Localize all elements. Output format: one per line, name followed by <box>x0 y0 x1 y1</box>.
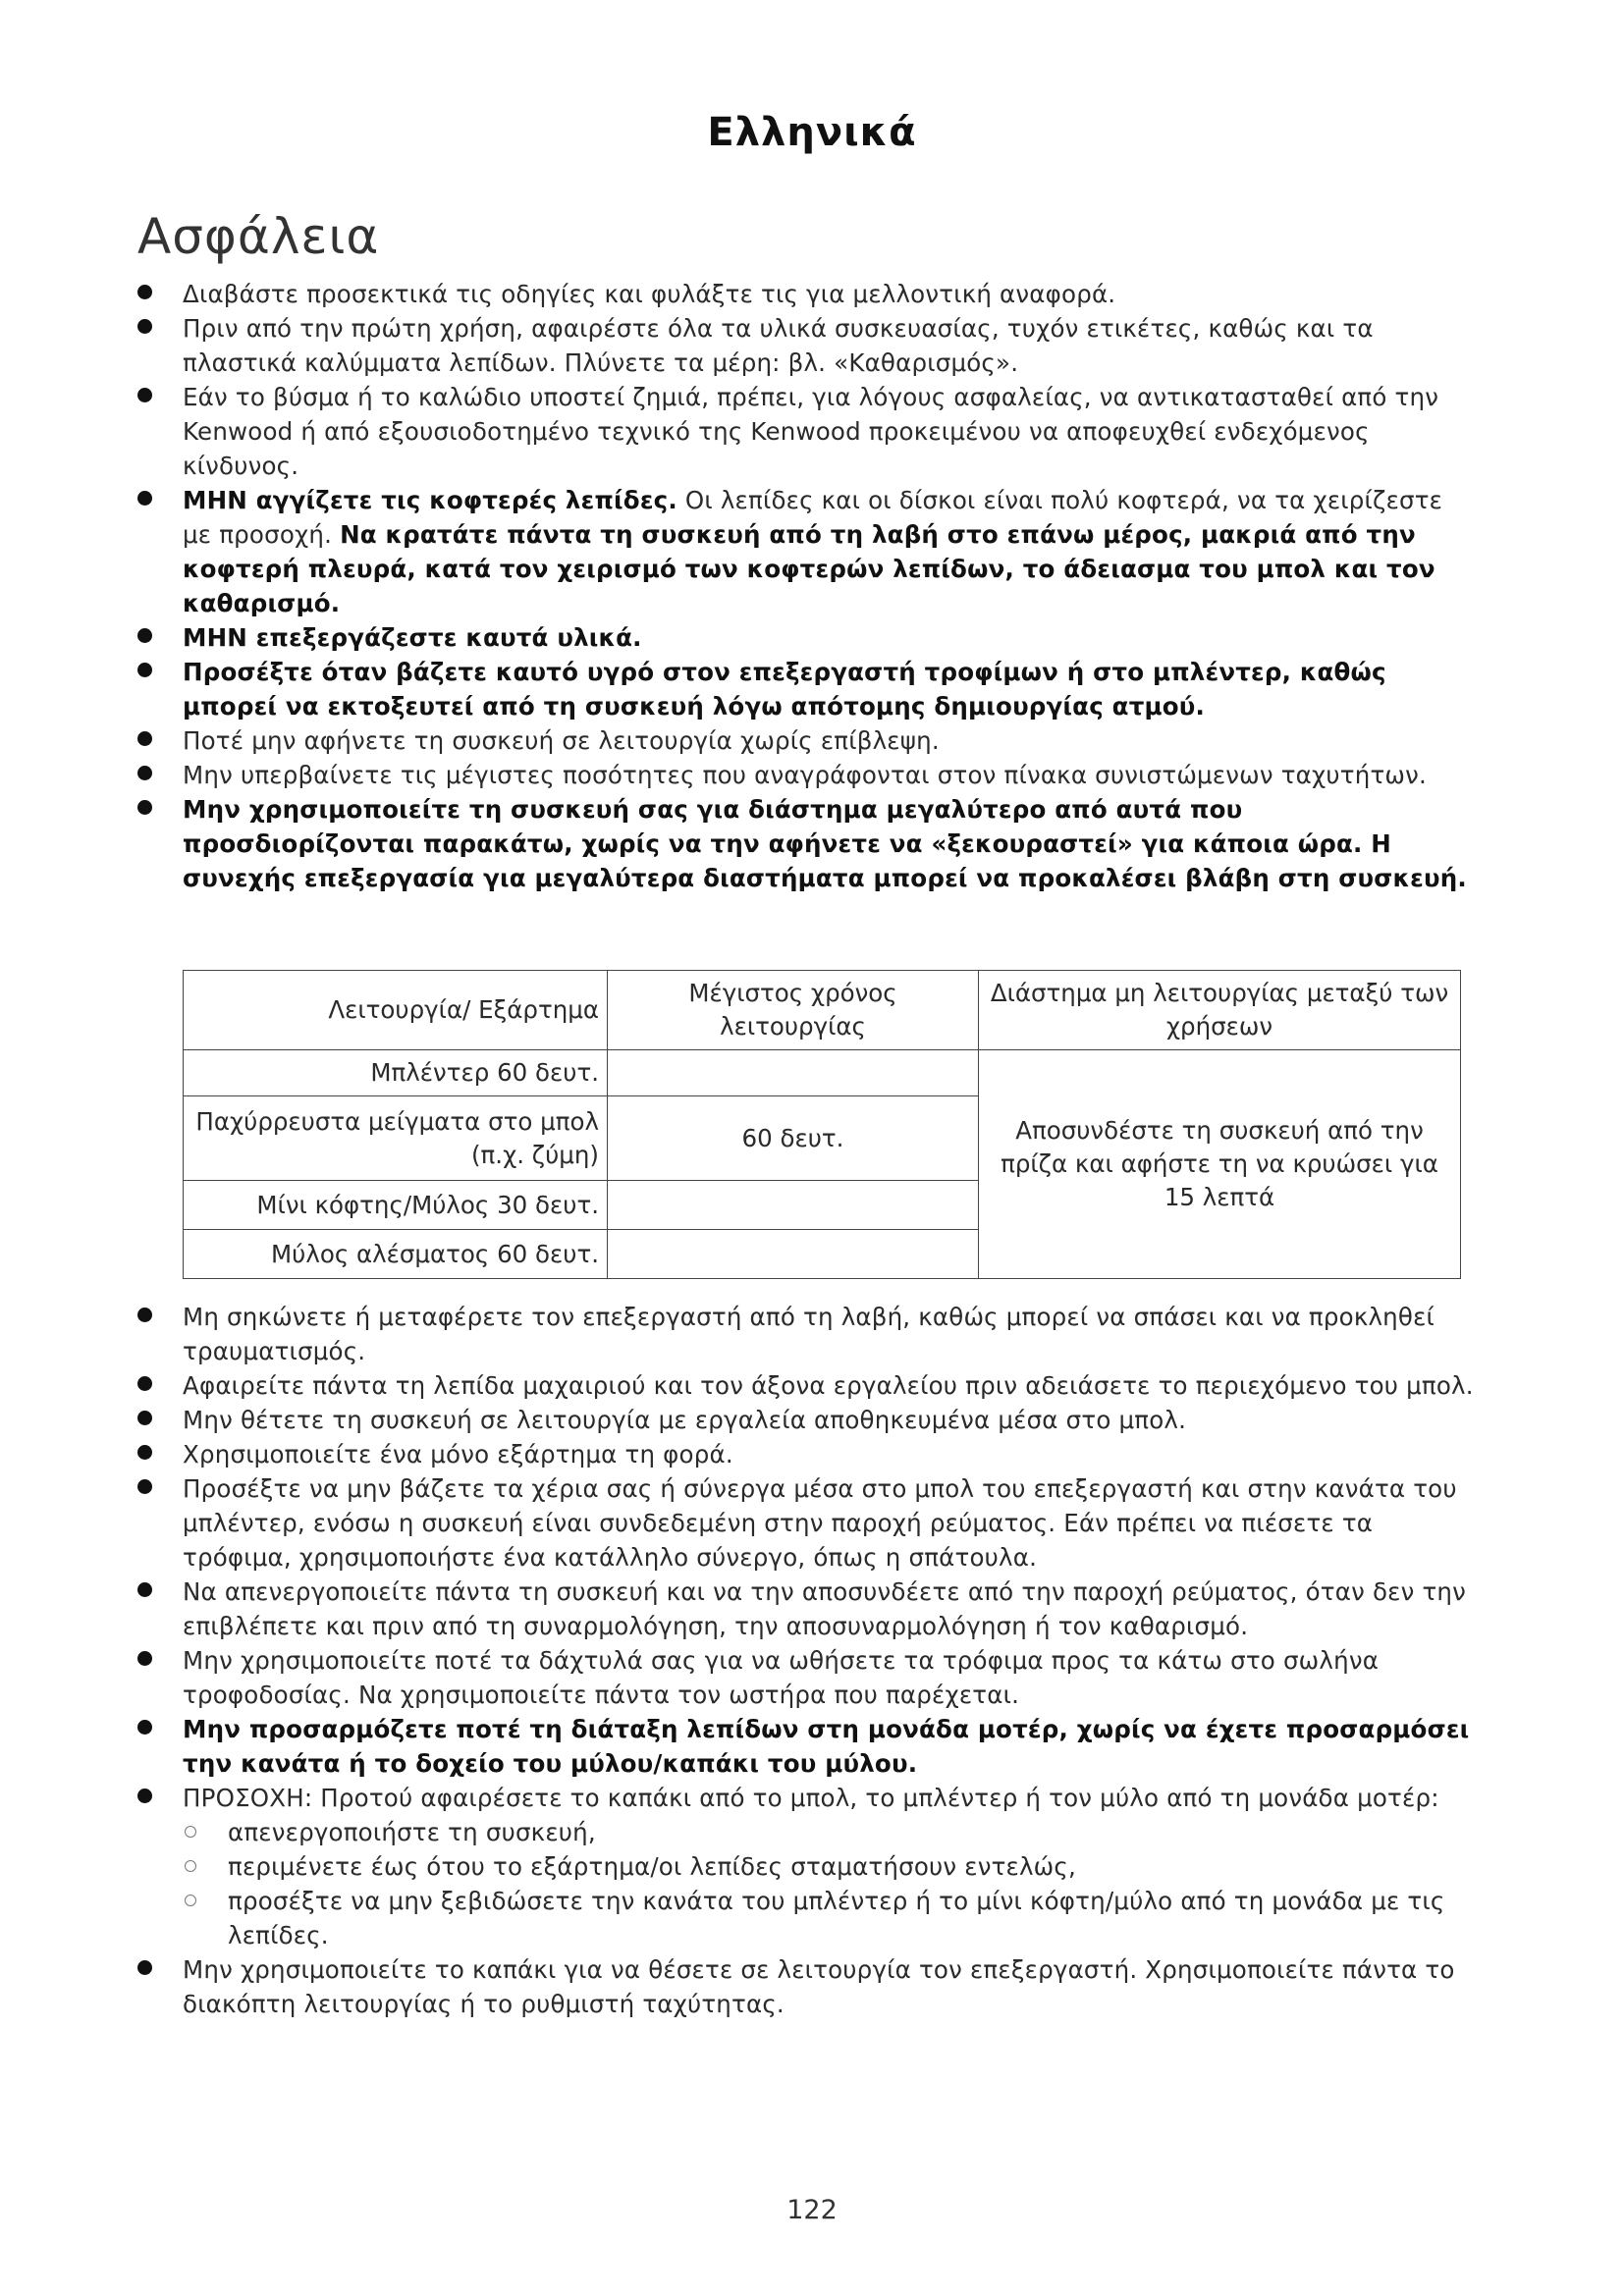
bullet-dot-icon <box>137 628 152 643</box>
list-item: Μην χρησιμοποιείτε το καπάκι για να θέσετε σε λειτουργία τον επεξεργαστή. Χρησιμοποιείτε πάντα το διακόπτη λειτουργίας ή το ρυθμιστή ταχύτητας. <box>0 1952 1624 2021</box>
list-item: Ποτέ μην αφήνετε τη συσκευή σε λειτουργία χωρίς επίβλεψη. <box>0 723 1624 758</box>
table-cell <box>608 1050 979 1096</box>
list-item: Αφαιρείτε πάντα τη λεπίδα μαχαιριού και τον άξονα εργαλείου πριν αδειάσετε το περιεχόμενο του μπολ. <box>0 1368 1624 1403</box>
list-item: Χρησιμοποιείτε ένα μόνο εξάρτημα τη φορά. <box>0 1437 1624 1471</box>
safety-list-top <box>0 277 1624 895</box>
table-header-cell: Λειτουργία/ Εξάρτημα <box>184 971 608 1050</box>
bullet-dot-icon <box>137 731 152 746</box>
sub-list-item: απενεργοποιήστε τη συσκευή, <box>183 1815 1477 1849</box>
list-item: Μην υπερβαίνετε τις μέγιστες ποσότητες που αναγράφονται στον πίνακα συνιστώμενων ταχυτήτων. <box>0 758 1624 792</box>
safety-list-bottom <box>0 1300 1624 2021</box>
list-item: Διαβάστε προσεκτικά τις οδηγίες και φυλάξτε τις για μελλοντική αναφορά. <box>0 277 1624 311</box>
bullet-dot-icon <box>137 1960 152 1975</box>
table-header-cell: Μέγιστος χρόνος λειτουργίας <box>608 971 979 1050</box>
list-item: Προσέξτε να μην βάζετε τα χέρια σας ή σύνεργα μέσα στο μπολ του επεξεργαστή και στην κανάτα του μπλέντερ, ενόσω η συσκευή είναι συνδεδεμένη στην παροχή ρεύματος. Εάν πρέπει να πιέσετε τα τρόφιμα, χρησιμοποιήστε ένα κατάλληλο σύνεργο, όπως η σπάτουλα. <box>0 1471 1624 1575</box>
bullet-dot-icon <box>137 663 152 677</box>
table-cell: Μύλος αλέσματος 60 δευτ. <box>184 1230 608 1279</box>
list-item: Να απενεργοποιείτε πάντα τη συσκευή και να την αποσυνδέετε από την παροχή ρεύματος, όταν δεν την επιβλέπετε και πριν από τη συναρμολόγηση, την αποσυναρμολόγηση ή τον καθαρισμό. <box>0 1575 1624 1643</box>
section-heading: Ασφάλεια <box>137 208 380 265</box>
table-cell <box>608 1230 979 1279</box>
list-item: Προσέξτε όταν βάζετε καυτό υγρό στον επεξεργαστή τροφίμων ή στο μπλέντερ, καθώς μπορεί να εκτοξευτεί από τη συσκευή λόγω απότομης δημιουργίας ατμού. <box>0 655 1624 723</box>
sub-list-item: περιμένετε έως ότου το εξάρτημα/οι λεπίδες σταματήσουν εντελώς, <box>183 1849 1477 1884</box>
list-item: ΠΡΟΣΟΧΗ: Προτού αφαιρέσετε το καπάκι από το μπολ, το μπλέντερ ή τον μύλο από τη μονάδα μοτέρ: απενεργοποιήστε τη συσκευή, περιμένετε έως ότου το εξάρτημα/οι λεπίδες σταματήσουν εντελώς, προσέξτε να μην ξεβιδώσετε την κανάτα του μπλέντερ ή το μίνι κόφτη/μύλο από τη μονάδα με τις λεπίδες. <box>0 1781 1624 1952</box>
bullet-dot-icon <box>137 1479 152 1494</box>
table-header-cell: Διάστημα μη λειτουργίας μεταξύ των χρήσεων <box>979 971 1461 1050</box>
bullet-dot-icon <box>137 1376 152 1391</box>
table-cell: Μπλέντερ 60 δευτ. <box>184 1050 608 1096</box>
list-item: Εάν το βύσμα ή το καλώδιο υποστεί ζημιά, πρέπει, για λόγους ασφαλείας, να αντικατασταθεί από την Kenwood ή από εξουσιοδοτημένο τεχνικό της Kenwood προκειμένου να αποφευχθεί ενδεχόμενος κίνδυνος. <box>0 380 1624 483</box>
operating-time-table <box>183 970 1461 1279</box>
circle-bullet-icon <box>185 1826 196 1838</box>
bullet-dot-icon <box>137 491 152 506</box>
caution-sublist <box>183 1815 1477 1952</box>
page-title: Ελληνικά <box>707 110 917 155</box>
list-item: Μην θέτετε τη συσκευή σε λειτουργία με εργαλεία αποθηκευμένα μέσα στο μπολ. <box>0 1403 1624 1437</box>
page-number: 122 <box>786 2195 838 2225</box>
bullet-dot-icon <box>137 1720 152 1735</box>
list-item: Μην προσαρμόζετε ποτέ τη διάταξη λεπίδων στη μονάδα μοτέρ, χωρίς να έχετε προσαρμόσει την κανάτα ή το δοχείο του μύλου/καπάκι του μύλου. <box>0 1712 1624 1781</box>
list-item: Μη σηκώνετε ή μεταφέρετε τον επεξεργαστή από τη λαβή, καθώς μπορεί να σπάσει και να προκληθεί τραυματισμός. <box>0 1300 1624 1368</box>
bullet-dot-icon <box>137 1582 152 1597</box>
sub-list-item: προσέξτε να μην ξεβιδώσετε την κανάτα του μπλέντερ ή το μίνι κόφτη/μύλο από τη μονάδα με τις λεπίδες. <box>183 1884 1477 1952</box>
table-cell: 60 δευτ. <box>608 1096 979 1181</box>
bullet-dot-icon <box>137 1445 152 1460</box>
bullet-dot-icon <box>137 1651 152 1666</box>
bullet-dot-icon <box>137 1308 152 1322</box>
list-item: ΜΗΝ αγγίζετε τις κοφτερές λεπίδες. Οι λεπίδες και οι δίσκοι είναι πολύ κοφτερά, να τα χειρίζεστε με προσοχή. Να κρατάτε πάντα τη συσκευή από τη λαβή στο επάνω μέρος, μακριά από την κοφτερή πλευρά, κατά τον χειρισμό των κοφτερών λεπίδων, το άδειασμα του μπολ και τον καθαρισμό. <box>0 483 1624 620</box>
bullet-dot-icon <box>137 285 152 299</box>
circle-bullet-icon <box>185 1860 196 1872</box>
table-cell: Μίνι κόφτης/Μύλος 30 δευτ. <box>184 1181 608 1230</box>
table-cell <box>608 1181 979 1230</box>
table-row <box>184 1050 1461 1096</box>
list-item: Πριν από την πρώτη χρήση, αφαιρέστε όλα τα υλικά συσκευασίας, τυχόν ετικέτες, καθώς και τα πλαστικά καλύμματα λεπίδων. Πλύνετε τα μέρη: βλ. «Καθαρισμός». <box>0 311 1624 380</box>
bullet-dot-icon <box>137 800 152 815</box>
table-header-row <box>184 971 1461 1050</box>
bullet-dot-icon <box>137 319 152 334</box>
list-item: Μην χρησιμοποιείτε ποτέ τα δάχτυλά σας για να ωθήσετε τα τρόφιμα προς τα κάτω στο σωλήνα τροφοδοσίας. Να χρησιμοποιείτε πάντα τον ωστήρα που παρέχεται. <box>0 1643 1624 1712</box>
bullet-dot-icon <box>137 388 152 402</box>
list-item: ΜΗΝ επεξεργάζεστε καυτά υλικά. <box>0 620 1624 655</box>
bullet-dot-icon <box>137 1411 152 1425</box>
table-cell: Παχύρρευστα μείγματα στο μπολ (π.χ. ζύμη) <box>184 1096 608 1181</box>
circle-bullet-icon <box>185 1895 196 1906</box>
list-item: Μην χρησιμοποιείτε τη συσκευή σας για διάστημα μεγαλύτερο από αυτά που προσδιορίζονται παρακάτω, χωρίς να την αφήνετε να «ξεκουραστεί» για κάποια ώρα. Η συνεχής επεξεργασία για μεγαλύτερα διαστήματα μπορεί να προκαλέσει βλάβη στη συσκευή. <box>0 792 1624 895</box>
bullet-dot-icon <box>137 766 152 780</box>
rest-interval-cell: Αποσυνδέστε τη συσκευή από την πρίζα και αφήστε τη να κρυώσει για 15 λεπτά <box>979 1050 1461 1279</box>
bullet-dot-icon <box>137 1789 152 1803</box>
